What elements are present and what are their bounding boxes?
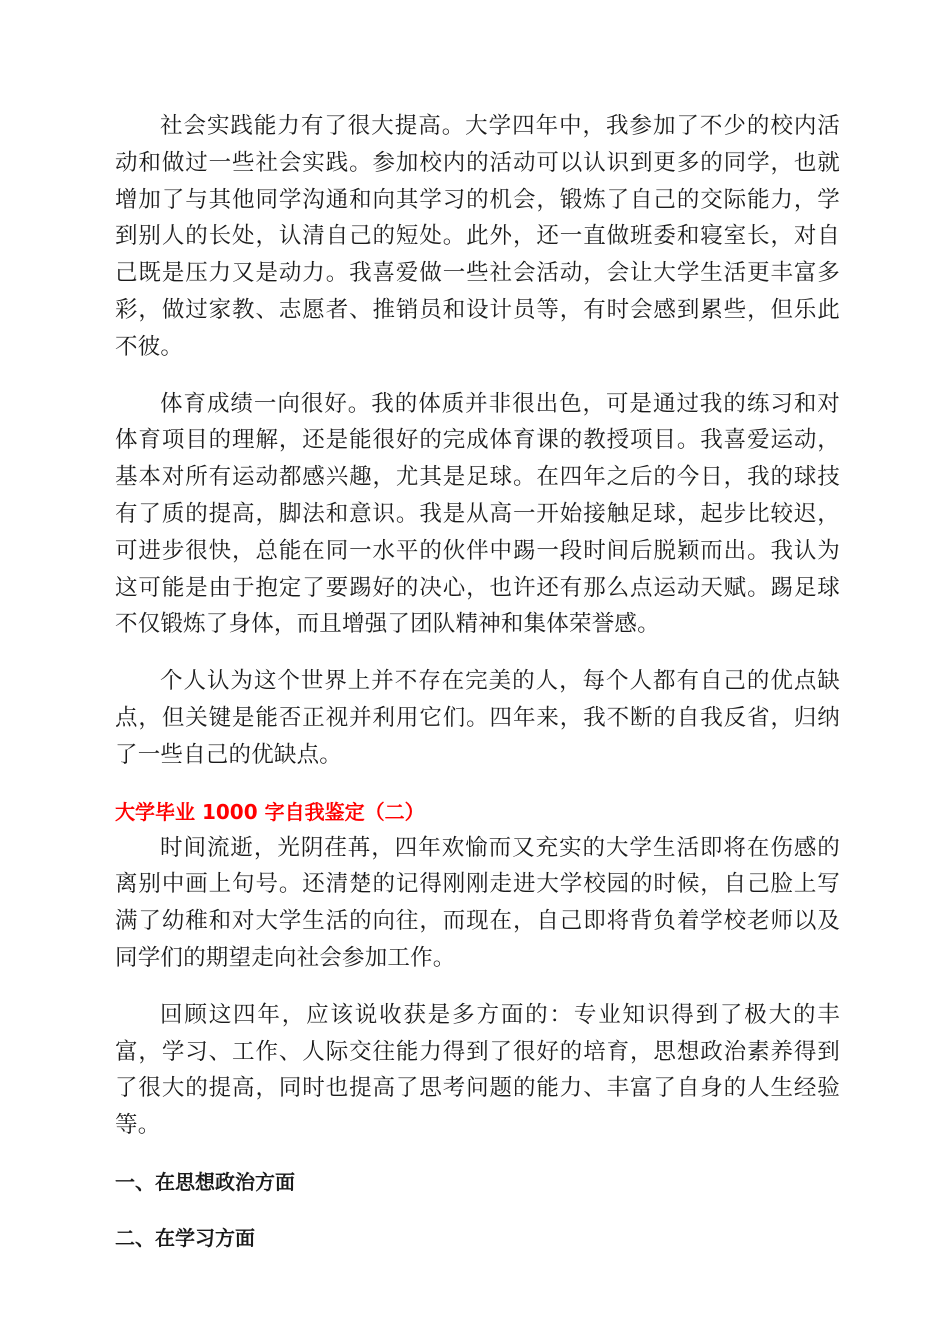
heading-study: 二、在学习方面: [115, 1225, 255, 1250]
paragraph-social-practice: 社会实践能力有了很大提高。大学四年中，我参加了不少的校内活动和做过一些社会实践。参加校内的活动可以认识到更多的同学，也就增加了与其他同学沟通和向其学习的机会，锻炼了自己的交际能力，学到别人的长处，认清自己的短处。此外，还一直做班委和寝室长，对自己既是压力又是动力。我喜爱做一些社会活动，会让大学生活更丰富多彩，做过家教、志愿者、推销员和设计员等，有时会感到累些，但乐此不彼。: [115, 113, 840, 360]
document-body: [115, 108, 840, 1256]
paragraph-review: 回顾这四年，应该说收获是多方面的：专业知识得到了极大的丰富，学习、工作、人际交往能力得到了很好的培育，思想政治素养得到了很大的提高，同时也提高了思考问题的能力、丰富了自身的人生经验等。: [115, 1001, 840, 1139]
section-title-red: 大学毕业 1000 字自我鉴定（二）: [115, 799, 425, 824]
paragraph-time-passing: 时间流逝，光阴荏苒，四年欢愉而又充实的大学生活即将在伤感的离别中画上句号。还清楚的记得刚刚走进大学校园的时候，自己脸上写满了幼稚和对大学生活的向往，而现在，自己即将背负着学校老师以及同学们的期望走向社会参加工作。: [115, 834, 840, 971]
heading-political-thought: 一、在思想政治方面: [115, 1169, 295, 1194]
paragraph-sports: 体育成绩一向很好。我的体质并非很出色，可是通过我的练习和对体育项目的理解，还是能很好的完成体育课的教授项目。我喜爱运动，基本对所有运动都感兴趣，尤其是足球。在四年之后的今日，我的球技有了质的提高，脚法和意识。我是从高一开始接触足球，起步比较迟，可进步很快，总能在同一水平的伙伴中踢一段时间后脱颖而出。我认为这可能是由于抱定了要踢好的决心，也许还有那么点运动天赋。踢足球不仅锻炼了身体，而且增强了团队精神和集体荣誉感。: [115, 390, 840, 638]
paragraph-self-reflection: 个人认为这个世界上并不存在完美的人，每个人都有自己的优点缺点，但关键是能否正视并利用它们。四年来，我不断的自我反省，归纳了一些自己的优缺点。: [115, 668, 840, 768]
